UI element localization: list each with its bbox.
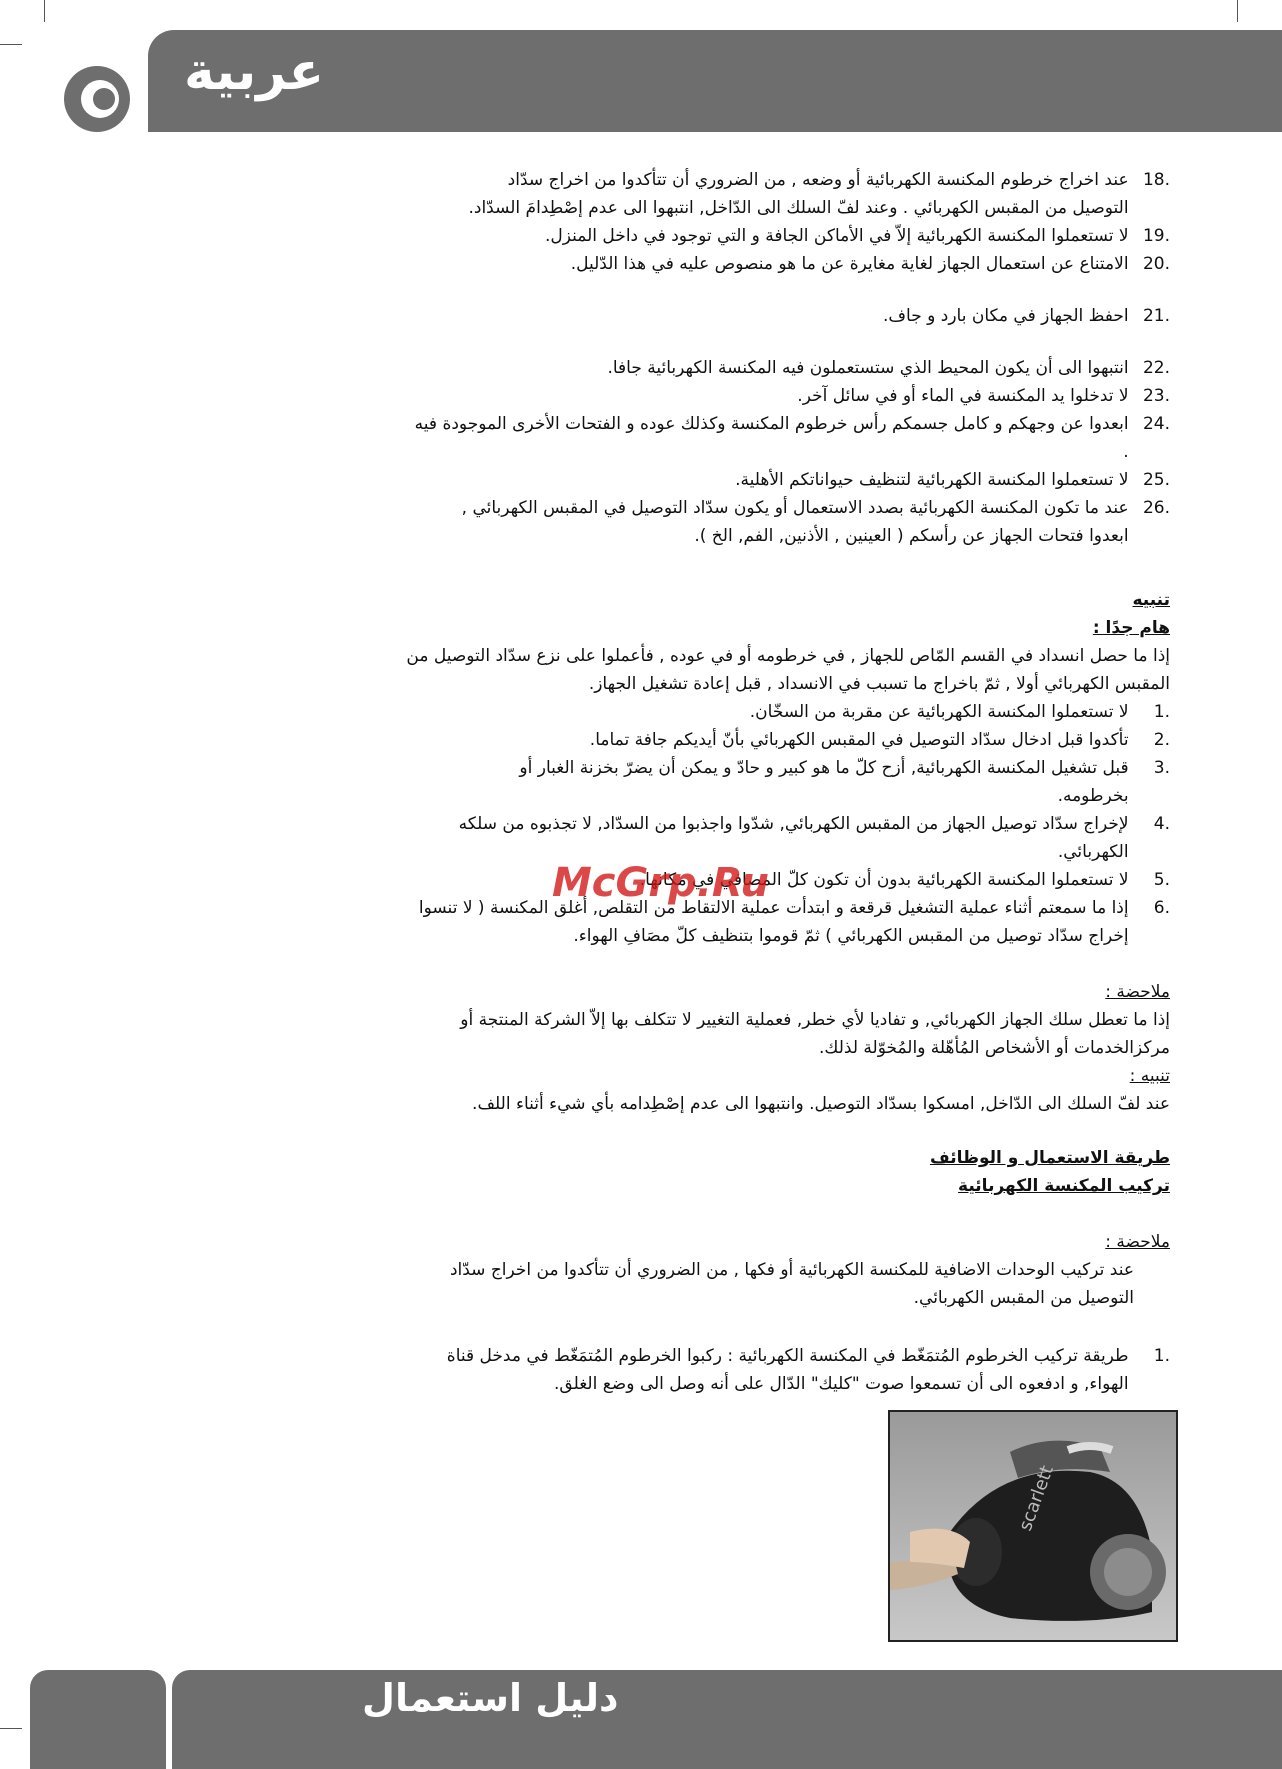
section-heading: تنبيه: [1132, 590, 1170, 610]
page-language-title: عربية: [184, 42, 325, 102]
list-item: [300, 410, 1170, 466]
item-number: 1.: [1153, 702, 1170, 722]
paragraph: إذا ما حصل انسداد في القسم المّاص للجهاز , في خرطومه أو في عوده , فأعملوا على نزع سدّاد التوصيل من: [406, 646, 1170, 666]
item-text: لا تدخلوا يد المكنسة في الماء أو في سائل آخر.: [797, 386, 1129, 406]
brand-logo-icon: [62, 64, 132, 134]
paragraph: عند لفّ السلك الى الدّاخل, امسكوا بسدّاد التوصيل. وانتبهوا الى عدم إصْطِدامه بأي شيء أثناء اللف.: [472, 1094, 1170, 1114]
note-section: [300, 978, 1170, 1118]
section-heading: طريقة الاستعمال و الوظائف: [929, 1148, 1170, 1168]
header-bar: [148, 30, 1282, 132]
list-item: [300, 354, 1170, 382]
item-text: احفظ الجهاز في مكان بارد و جاف.: [883, 306, 1129, 326]
item-number: 4.: [1153, 814, 1170, 834]
footer-title: دليل استعمال: [362, 1676, 619, 1720]
paragraph: المقبس الكهربائي أولا , ثمّ باخراج ما تسبب في الانسداد , قبل إعادة تشغيل الجهاز.: [588, 674, 1170, 694]
list-item: [300, 466, 1170, 494]
item-number: 21.: [1142, 306, 1170, 326]
item-number: 2.: [1153, 730, 1170, 750]
list-item: [300, 494, 1170, 550]
list-item: [300, 1342, 1170, 1398]
item-number: 25.: [1142, 470, 1170, 490]
item-text: إذا ما سمعتم أثناء عملية التشغيل قرقعة و ابتدأت عملية الالتقاط من التقلص, أغلق المكنسة ( لا تنسوا: [418, 898, 1129, 918]
list-item: [300, 222, 1170, 250]
photo-brand-label: scarlett: [1014, 1462, 1058, 1534]
item-text: التوصيل من المقبس الكهربائي . وعند لفّ السلك الى الدّاخل, انتبهوا الى عدم إصْطِدامَ السدّاد.: [468, 198, 1129, 218]
section-subheading: هام جدًا :: [1092, 618, 1170, 638]
item-text: .: [1123, 442, 1129, 462]
warning-section: [300, 586, 1170, 698]
item-number: 24.: [1142, 414, 1170, 434]
item-text: تأكدوا قبل ادخال سدّاد التوصيل في المقبس الكهربائي بأنّ أيديكم جافة تماما.: [589, 730, 1129, 750]
item-number: 3.: [1153, 758, 1170, 778]
paragraph: مركزالخدمات أو الأشخاص المُأهّلة والمُخوّلة لذلك.: [819, 1038, 1170, 1058]
item-text: لإخراج سدّاد توصيل الجهاز من المقبس الكهربائي, شدّوا واجذبوا من السدّاد, لا تجذبوه من سلكه: [458, 814, 1129, 834]
crop-mark: [1237, 0, 1238, 22]
item-text: ابعدوا عن وجهكم و كامل جسمكم رأس خرطوم المكنسة وكذلك عوده و الفتحات الأخرى الموجودة فيه: [414, 414, 1129, 434]
product-photo: [888, 1410, 1178, 1642]
item-text: طريقة تركيب الخرطوم المُتمَغّط في المكنسة الكهربائية : ركبوا الخرطوم المُتمَغّط في مدخل قناة: [446, 1346, 1129, 1366]
item-text: إخراج سدّاد توصيل من المقبس الكهربائي ) ثمّ قوموا بتنظيف كلّ مصَافِ الهواء.: [573, 926, 1129, 946]
list-item: [300, 698, 1170, 726]
item-text: بخرطومه.: [1057, 786, 1129, 806]
item-number: 19.: [1142, 226, 1170, 246]
crop-mark: [0, 1728, 22, 1729]
item-text: الكهربائي.: [1057, 842, 1129, 862]
note-heading: ملاحضة :: [1105, 982, 1170, 1002]
item-number: 23.: [1142, 386, 1170, 406]
item-text: عند ما تكون المكنسة الكهربائية بصدد الاستعمال أو يكون سدّاد التوصيل في المقبس الكهربائي ,: [461, 498, 1129, 518]
item-number: 18.: [1142, 170, 1170, 190]
note-section: [300, 1228, 1170, 1312]
item-text: الامتناع عن استعمال الجهاز لغاية مغايرة عن ما هو منصوص عليه في هذا الدّليل.: [570, 254, 1129, 274]
item-number: 22.: [1142, 358, 1170, 378]
list-item: [300, 810, 1170, 866]
item-text: الهواء, و ادفعوه الى أن تسمعوا صوت "كليك" الدّال على أنه وصل الى وضع الغلق.: [554, 1374, 1129, 1394]
paragraph: إذا ما تعطل سلك الجهاز الكهربائي, و تفاديا لأي خطر, فعملية التغيير لا تتكلف بها إلاّ الشركة المنتجة أو: [460, 1010, 1170, 1030]
item-number: 6.: [1153, 898, 1170, 918]
list-item: [300, 250, 1170, 278]
note-heading: ملاحضة :: [1105, 1232, 1170, 1252]
list-item: [300, 382, 1170, 410]
note-heading: تنبيه :: [1129, 1066, 1170, 1086]
usage-section: [300, 1144, 1170, 1200]
paragraph: عند تركيب الوحدات الاضافية للمكنسة الكهربائية أو فكها , من الضروري أن تتأكدوا من اخراج سدّاد: [449, 1260, 1134, 1280]
item-text: انتبهوا الى أن يكون المحيط الذي ستستعملون فيه المكنسة الكهربائية جافا.: [607, 358, 1129, 378]
vacuum-cleaner-photo: [890, 1412, 1176, 1640]
footer-tab: [30, 1670, 166, 1769]
item-text: لا تستعملوا المكنسة الكهربائية لتنظيف حيواناتكم الأهلية.: [735, 470, 1129, 490]
item-text: قبل تشغيل المكنسة الكهربائية, أزح كلّ ما هو كبير و حادّ و يمكن أن يضرّ بخزنة الغبار أو: [519, 758, 1129, 778]
item-number: 26.: [1142, 498, 1170, 518]
watermark-text: McGrp.Ru: [552, 860, 769, 906]
item-text: ابعدوا فتحات الجهاز عن رأسكم ( العينين , الأذنين, الفم, الخ ).: [694, 526, 1129, 546]
item-number: 20.: [1142, 254, 1170, 274]
list-item: [300, 302, 1170, 330]
item-text: لا تستعملوا المكنسة الكهربائية عن مقربة من السخّان.: [749, 702, 1129, 722]
list-item: [300, 166, 1170, 222]
item-text: لا تستعملوا المكنسة الكهربائية بدون أن تكون كلّ المصافي في مكانها.: [639, 870, 1129, 890]
item-text: عند اخراج خرطوم المكنسة الكهربائية أو وضعه , من الضروري أن تتأكدوا من اخراج سدّاد: [507, 170, 1129, 190]
list-item: [300, 726, 1170, 754]
crop-mark: [44, 0, 45, 22]
crop-mark: [0, 44, 22, 45]
paragraph: التوصيل من المقبس الكهربائي.: [913, 1288, 1134, 1308]
list-item: [300, 754, 1170, 810]
footer-bar: [172, 1670, 1282, 1769]
item-number: 5.: [1153, 870, 1170, 890]
item-text: لا تستعملوا المكنسة الكهربائية إلاّ في الأماكن الجافة و التي توجود في داخل المنزل.: [545, 226, 1129, 246]
section-subheading: تركيب المكنسة الكهربائية: [958, 1176, 1170, 1196]
item-number: 1.: [1153, 1346, 1170, 1366]
